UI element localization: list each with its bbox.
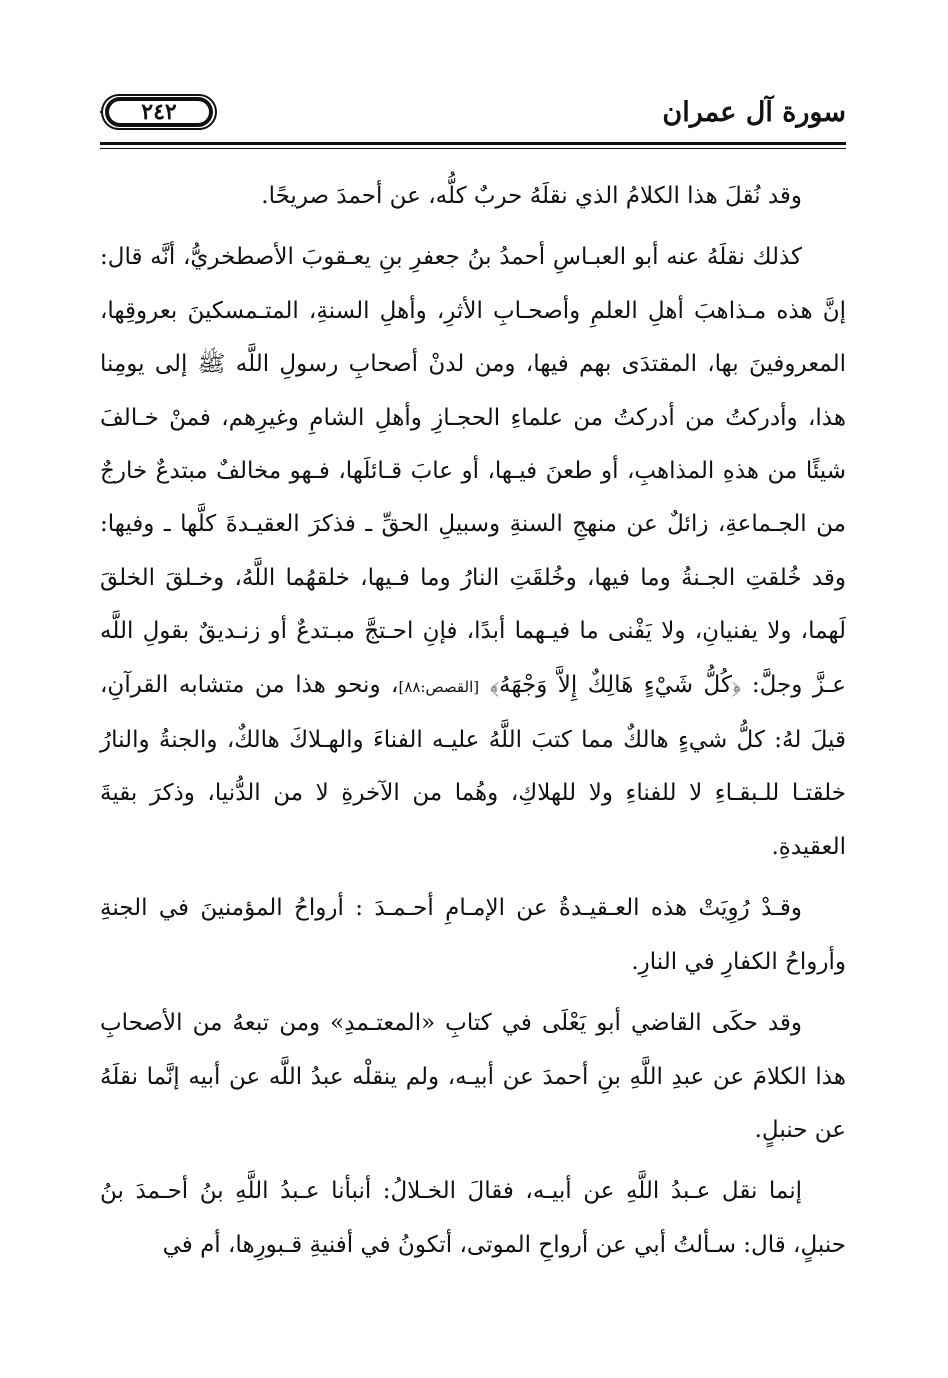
paragraph-text: وقد نُقلَ هذا الكلامُ الذي نقلَهُ حربٌ كلُّه، عن أحمدَ صريحًا.: [261, 183, 802, 209]
quran-citation: [القصص:٨٨]: [398, 677, 480, 696]
page-header: [100, 92, 846, 140]
header-rule-thick: [100, 142, 846, 145]
paragraph: [100, 1165, 846, 1272]
paragraph-text-continued: ، ونحو هذا من متشابه القرآنِ، قيلَ لهُ: كلُّ شيءٍ هالكٌ مما كتبَ اللَّهُ عليـه الفناءَ والهـلاكَ هالكٌ، والجنةُ والنارُ خلقتـا للـبقـاءِ لا للفناءِ ولا للهلاكِ، وهُما من الآخرةِ لا من الدُّنيا، وذكرَ بقيةَ العقيدةِ.: [100, 671, 846, 860]
header-rule-thin: [100, 148, 846, 149]
paragraph: [100, 231, 846, 874]
paragraph-text: كذلك نقلَهُ عنه أبو العبـاسِ أحمدُ بنُ جعفرِ بنِ يعـقوبَ الأصطخريُّ، أنَّه قال: إنَّ هذه مـذاهبَ أهلِ العلمِ وأصحـابِ الأثرِ، وأهلِ السنةِ، المتـمسكينَ بعروقِها، المعروفينَ بها، المقتدَى بهم فيها، ومن لدنْ أصحابِ رسولِ اللَّه ﷺ إلى يومِنا هذا، وأدركتُ من أدركتُ من علماءِ الحجـازِ وأهلِ الشامِ وغيرِهم، فمنْ خـالفَ شيئًا من هذهِ المذاهبِ، أو طعنَ فيـها، أو عابَ قـائلَها، فـهو مخالفٌ مبتدعٌ خارجٌ من الجـماعةِ، زائلٌ عن منهجِ السنةِ وسبيلِ الحقِّ ـ فذكرَ العقيـدةَ كلَّها ـ وفيها: وقد خُلقتِ الجـنةُ وما فيها، وخُلقَتِ النارُ وما فـيها، خلقهُما اللَّهُ، وخـلقَ الخلقَ لَهما، ولا يفنيانِ، ولا يَفْنى ما فيـهما أبدًا، فإنِ احـتجَّ مبـتدعٌ أو زنـديقٌ بقولِ اللَّه عـزَّ وجلَّ: ﴿كُلُّ شَيْءٍ هَالِكٌ إِلاَّ وَجْهَهُ﴾: [100, 244, 847, 698]
page-number: ٢٤٢: [141, 99, 177, 125]
paragraph-text: وقد حكَى القاضي أبو يَعْلَى في كتابِ «المعتـمدِ» ومن تبعهُ من الأصحابِ هذا الكلامَ عن عبدِ اللَّهِ بنِ أحمدَ عن أبيـه، ولم ينقلْه عبدُ اللَّه عن أبيه إنَّما نقلَهُ عن حنبلٍ.: [100, 1010, 846, 1143]
body-text: [100, 170, 846, 1272]
page-number-badge: [100, 92, 218, 132]
paragraph: [100, 170, 846, 223]
paragraph-text: وقـدْ رُوِيَتْ هذه العـقيـدةُ عن الإمـامِ أحـمـدَ : أرواحُ المؤمنينَ في الجنةِ وأرواحُ الكفارِ في النارِ.: [100, 895, 846, 975]
paragraph: [100, 997, 846, 1157]
surah-title: سورة آل عمران: [662, 97, 846, 128]
paragraph: [100, 882, 846, 989]
paragraph-text: إنما نقل عـبدُ اللَّهِ عن أبيـه، فقالَ الخـلالُ: أنبأنا عـبدُ اللَّهِ بنُ أحـمدَ بنُ حنبلٍ، قال: سـألتُ أبي عن أرواحِ الموتى، أتكونُ في أفنيةِ قـبورِها، أم في: [100, 1178, 846, 1258]
